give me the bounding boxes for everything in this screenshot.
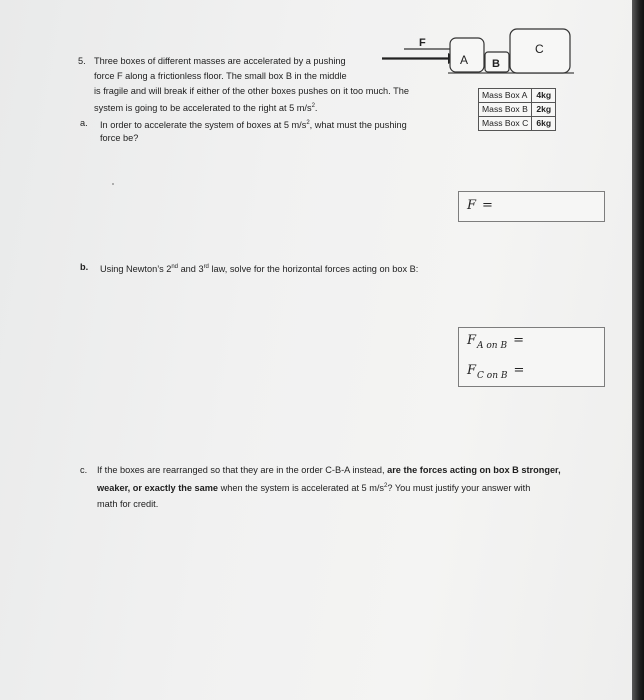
part-c-line-2: weaker, or exactly the same when the system is accelerated at 5 $m/s^2$? You must justify your answer with [97, 483, 531, 493]
part-c-line-3: math for credit. [97, 499, 159, 509]
part-c-line-1: If the boxes are rearranged so that they are in the order C-B-A instead, are the forces acting on box B stronger, [97, 465, 561, 475]
answer-box-b[interactable] [458, 327, 605, 387]
force-c-on-b: $F_{C on B}$ = [467, 363, 525, 381]
part-a-line-2: force be? [100, 133, 139, 143]
page-edge-shadow [632, 0, 644, 700]
force-label: F [419, 37, 426, 49]
part-b-letter: b. [80, 262, 89, 272]
force-a-on-b: $F_{A on B}$ = [467, 333, 524, 351]
part-c-letter: c. [80, 465, 88, 475]
answer-a-equation: F = [467, 198, 493, 213]
mass-row-a [479, 89, 556, 103]
intro-line-4: system is going to be accelerated to the right at 5 $m/s^2$. [94, 103, 318, 113]
mass-row-b [479, 103, 556, 117]
mass-label: Mass Box C [479, 117, 532, 131]
part-a-letter: a. [80, 118, 88, 128]
mass-value: 4kg [532, 89, 556, 103]
mass-table [478, 88, 556, 131]
box-b-label: B [492, 58, 500, 70]
problem-number: 5. [78, 56, 86, 66]
part-b-text: Using Newton’s 2nd and 3rd law, solve for the horizontal forces acting on box B: [100, 264, 419, 274]
mass-label: Mass Box B [479, 103, 532, 117]
stray-mark [112, 183, 114, 185]
box-a-label: A [460, 53, 469, 67]
boxes-diagram [382, 26, 578, 78]
part-a-line-1: In order to accelerate the system of boxes at 5 $m/s^2$, what must the pushing [100, 120, 407, 130]
intro-line-1: Three boxes of different masses are accelerated by a pushing [94, 56, 346, 66]
mass-value: 6kg [532, 117, 556, 131]
mass-value: 2kg [532, 103, 556, 117]
mass-row-c [479, 117, 556, 131]
mass-label: Mass Box A [479, 89, 532, 103]
intro-line-3: is fragile and will break if either of the other boxes pushes on it too much. The [94, 86, 409, 96]
intro-line-2: force F along a frictionless floor. The small box B in the middle [94, 71, 347, 81]
box-c-label: C [535, 42, 544, 56]
answer-box-a[interactable] [458, 191, 605, 222]
